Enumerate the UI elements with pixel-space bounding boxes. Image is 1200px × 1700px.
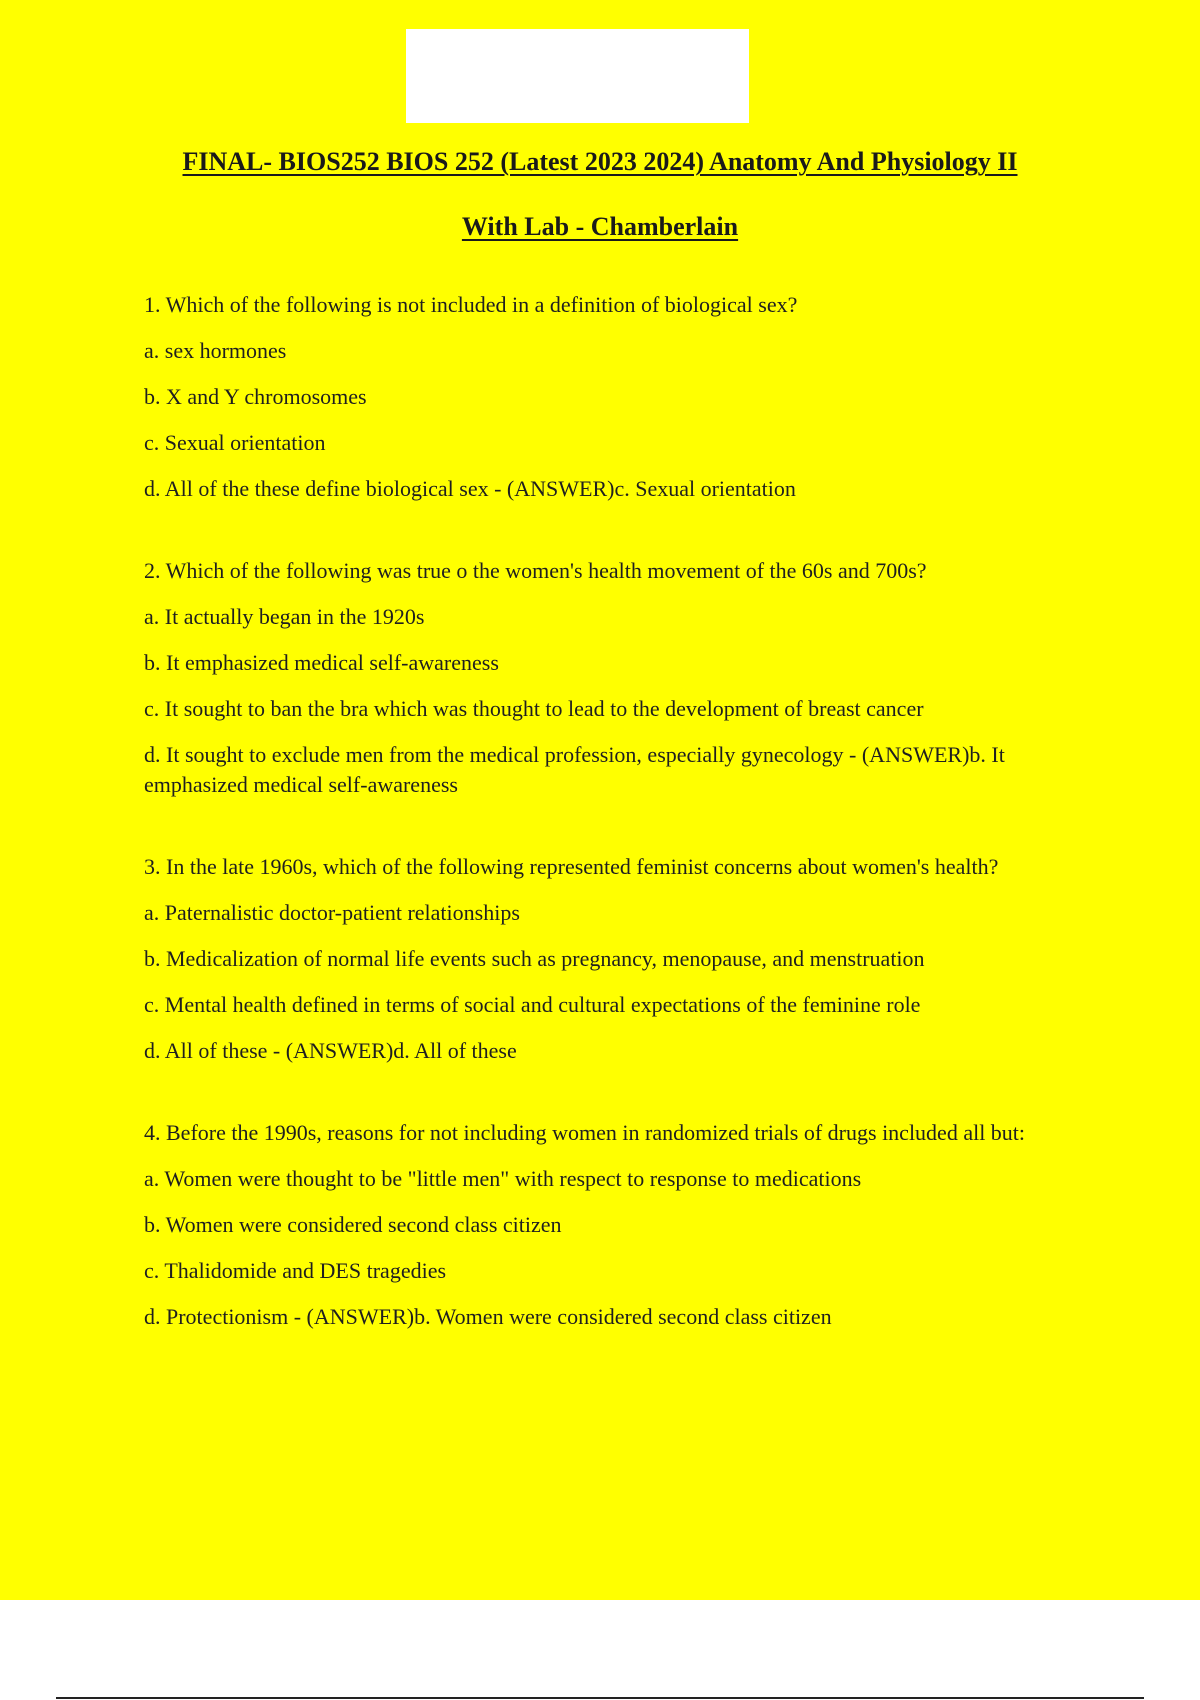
option-d-with-answer: d. All of these - (ANSWER)d. All of these [144, 1038, 517, 1063]
option-a: a. sex hormones [144, 338, 287, 363]
questions-list [144, 290, 1094, 1384]
page-bottom-divider [56, 1697, 1144, 1699]
option-c: c. Thalidomide and DES tragedies [144, 1258, 447, 1283]
option-d-with-answer: d. All of the these define biological sex - (ANSWER)c. Sexual orientation [144, 476, 796, 501]
option-c: c. It sought to ban the bra which was thought to lead to the development of breast cancer [144, 696, 924, 721]
logo-placeholder [406, 29, 749, 123]
question-text: 3. In the late 1960s, which of the following represented feminist concerns about women's health? [144, 854, 999, 879]
option-a: a. It actually began in the 1920s [144, 604, 425, 629]
option-c: c. Mental health defined in terms of social and cultural expectations of the feminine role [144, 992, 921, 1017]
option-b: b. It emphasized medical self-awareness [144, 650, 499, 675]
question-text: 2. Which of the following was true o the women's health movement of the 60s and 700s? [144, 558, 927, 583]
question-text: 1. Which of the following is not included in a definition of biological sex? [144, 292, 798, 317]
option-b: b. X and Y chromosomes [144, 384, 367, 409]
option-b: b. Women were considered second class citizen [144, 1212, 562, 1237]
question-block-3 [144, 852, 1094, 1066]
question-block-1 [144, 290, 1094, 504]
question-block-4 [144, 1118, 1094, 1332]
option-d-with-answer: d. It sought to exclude men from the medical profession, especially gynecology - (ANSWER)b. It emphasized medical self-awareness [144, 742, 1005, 797]
option-d-with-answer: d. Protectionism - (ANSWER)b. Women were considered second class citizen [144, 1304, 832, 1329]
document-title-line2: With Lab - Chamberlain [461, 212, 739, 241]
option-a: a. Paternalistic doctor-patient relationships [144, 900, 520, 925]
document-title-line1: FINAL- BIOS252 BIOS 252 (Latest 2023 2024) Anatomy And Physiology II [182, 147, 1018, 176]
option-c: c. Sexual orientation [144, 430, 326, 455]
option-b: b. Medicalization of normal life events such as pregnancy, menopause, and menstruation [144, 946, 925, 971]
question-text: 4. Before the 1990s, reasons for not including women in randomized trials of drugs included all but: [144, 1120, 1026, 1145]
option-a: a. Women were thought to be "little men" with respect to response to medications [144, 1166, 862, 1191]
question-block-2 [144, 556, 1094, 800]
